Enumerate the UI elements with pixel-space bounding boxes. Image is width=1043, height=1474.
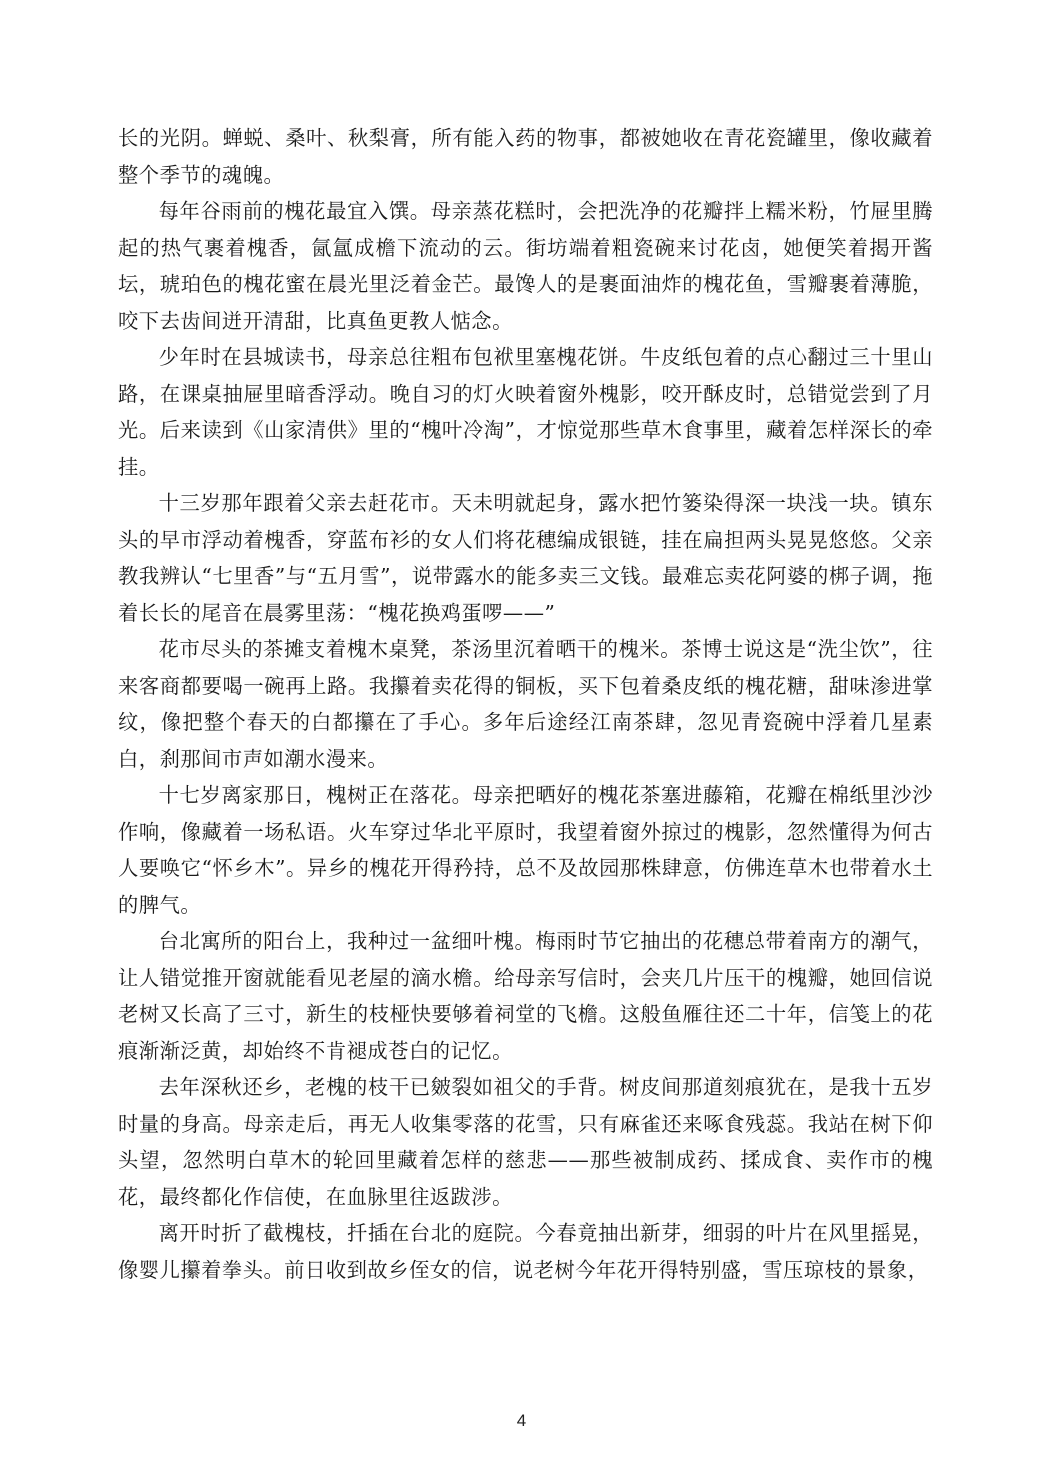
paragraph: 少年时在县城读书，母亲总往粗布包袱里塞槐花饼。牛皮纸包着的点心翻过三十里山路，在课桌抽屉里暗香浮动。晚自习的灯火映着窗外槐影，咬开酥皮时，总错觉尝到了月光。后来读到《山家清供》里的“槐叶冷淘”，才惊觉那些草木食事里，藏着怎样深长的牵挂。 [118, 345, 933, 479]
paragraph: 台北寓所的阳台上，我种过一盆细叶槐。梅雨时节它抽出的花穗总带着南方的潮气，让人错觉推开窗就能看见老屋的滴水檐。给母亲写信时，会夹几片压干的槐瓣，她回信说老树又长高了三寸，新生的枝桠快要够着祠堂的飞檐。这般鱼雁往还二十年，信笺上的花痕渐渐泛黄，却始终不肯褪成苍白的记忆。 [118, 929, 933, 1063]
page-number: 4 [516, 1411, 527, 1430]
paragraph: 离开时折了截槐枝，扦插在台北的庭院。今春竟抽出新芽，细弱的叶片在风里摇晃，像婴儿攥着拳头。前日收到故乡侄女的信，说老树今年花开得特别盛，雪压琼枝的景象， [118, 1221, 933, 1282]
paragraph: 十七岁离家那日，槐树正在落花。母亲把晒好的槐花茶塞进藤箱，花瓣在棉纸里沙沙作响，像藏着一场私语。火车穿过华北平原时，我望着窗外掠过的槐影，忽然懂得为何古人要唤它“怀乡木”。异乡的槐花开得矜持，总不及故园那株肆意，仿佛连草木也带着水土的脾气。 [118, 783, 933, 917]
document-body [118, 120, 933, 1288]
paragraph: 每年谷雨前的槐花最宜入馔。母亲蒸花糕时，会把洗净的花瓣拌上糯米粉，竹屉里腾起的热气裹着槐香，氤氲成檐下流动的云。街坊端着粗瓷碗来讨花卤，她便笑着揭开酱坛，琥珀色的槐花蜜在晨光里泛着金芒。最馋人的是裹面油炸的槐花鱼，雪瓣裹着薄脆，咬下去齿间迸开清甜，比真鱼更教人惦念。 [118, 199, 933, 333]
paragraph: 长的光阴。蝉蜕、桑叶、秋梨膏，所有能入药的物事，都被她收在青花瓷罐里，像收藏着整个季节的魂魄。 [118, 126, 933, 187]
paragraph: 花市尽头的茶摊支着槐木桌凳，茶汤里沉着晒干的槐米。茶博士说这是“洗尘饮”，往来客商都要喝一碗再上路。我攥着卖花得的铜板，买下包着桑皮纸的槐花糖，甜味渗进掌纹，像把整个春天的白都攥在了手心。多年后途经江南茶肆，忽见青瓷碗中浮着几星素白，刹那间市声如潮水漫来。 [118, 637, 933, 771]
paragraph: 去年深秋还乡，老槐的枝干已皴裂如祖父的手背。树皮间那道刻痕犹在，是我十五岁时量的身高。母亲走后，再无人收集零落的花雪，只有麻雀还来啄食残蕊。我站在树下仰头望，忽然明白草木的轮回里藏着怎样的慈悲——那些被制成药、揉成食、卖作市的槐花，最终都化作信使，在血脉里往返跋涉。 [118, 1075, 933, 1209]
paragraph: 十三岁那年跟着父亲去赶花市。天未明就起身，露水把竹篓染得深一块浅一块。镇东头的早市浮动着槐香，穿蓝布衫的女人们将花穗编成银链，挂在扁担两头晃晃悠悠。父亲教我辨认“七里香”与“五月雪”，说带露水的能多卖三文钱。最难忘卖花阿婆的梆子调，拖着长长的尾音在晨雾里荡：“槐花换鸡蛋啰——” [118, 491, 933, 625]
